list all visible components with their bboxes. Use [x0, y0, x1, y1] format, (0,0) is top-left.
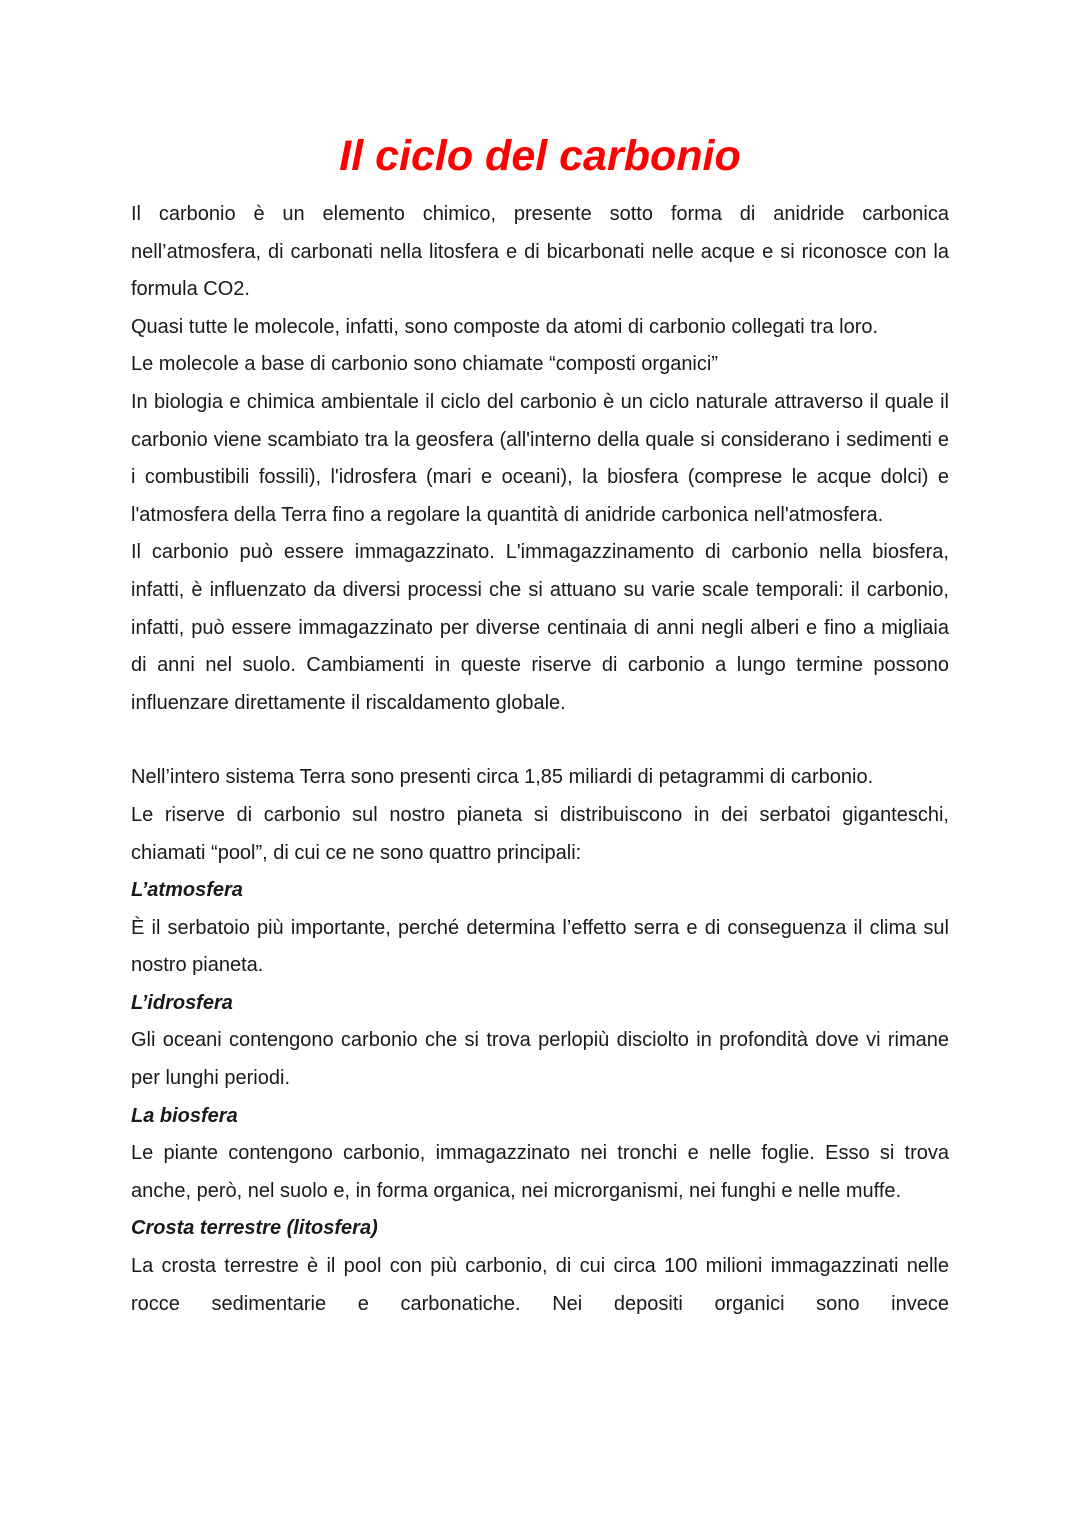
paragraph-carbon-storage: Il carbonio può essere immagazzinato. L'immagazzinamento di carbonio nella biosfera, infatti, è influenzato da diversi processi che si attuano su varie scale temporali: il carbonio, infatti, può essere immagazzinato per diverse centinaia di anni negli alberi e fino a migliaia di anni nel suolo. Cambiamenti in queste riserve di carbonio a lungo termine possono influenzare direttamente il riscaldamento globale. — [131, 541, 949, 714]
section-heading: La biosfera — [131, 1104, 238, 1127]
section-lithosphere — [131, 1210, 949, 1323]
section-biosphere — [131, 1098, 949, 1211]
paragraph-organic-compounds: Le molecole a base di carbonio sono chiamate “composti organici” — [131, 353, 718, 376]
paragraph-spacer — [131, 722, 949, 759]
section-atmosphere — [131, 872, 949, 985]
section-text: È il serbatoio più importante, perché determina l’effetto serra e di conseguenza il clima sul nostro pianeta. — [131, 916, 949, 977]
section-heading: Crosta terrestre (litosfera) — [131, 1217, 378, 1240]
paragraph-carbon-definition: Il carbonio è un elemento chimico, presente sotto forma di anidride carbonica nell’atmosfera, di carbonati nella litosfera e di bicarbonati nelle acque e si riconosce con la formula CO2. — [131, 203, 949, 301]
paragraph-total-carbon: Nell’intero sistema Terra sono presenti circa 1,85 miliardi di petagrammi di carbonio. — [131, 766, 874, 789]
section-heading: L’atmosfera — [131, 879, 243, 902]
document-page — [131, 128, 949, 1323]
section-heading: L’idrosfera — [131, 991, 233, 1014]
paragraph-pools-intro: Le riserve di carbonio sul nostro pianeta si distribuiscono in dei serbatoi giganteschi, chiamati “pool”, di cui ce ne sono quattro principali: — [131, 803, 949, 864]
page-title: Il ciclo del carbonio — [339, 132, 741, 180]
paragraph-molecules: Quasi tutte le molecole, infatti, sono composte da atomi di carbonio collegati tra loro. — [131, 315, 879, 338]
section-text: Le piante contengono carbonio, immagazzinato nei tronchi e nelle foglie. Esso si trova anche, però, nel suolo e, in forma organica, nei microrganismi, nei funghi e nelle muffe. — [131, 1142, 949, 1202]
section-text: Gli oceani contengono carbonio che si trova perlopiù disciolto in profondità dove vi rimane per lunghi periodi. — [131, 1029, 949, 1090]
section-text: La crosta terrestre è il pool con più carbonio, di cui circa 100 milioni immagazzinati nelle rocce sedimentarie e carbonatiche. Nei depositi organici sono invece — [131, 1255, 949, 1315]
section-hydrosphere — [131, 985, 949, 1098]
paragraph-carbon-cycle: In biologia e chimica ambientale il ciclo del carbonio è un ciclo naturale attraverso il quale il carbonio viene scambiato tra la geosfera (all'interno della quale si considerano i sedimenti e i combustibili fossili), l'idrosfera (mari e oceani), la biosfera (comprese le acque dolci) e l'atmosfera della Terra fino a regolare la quantità di anidride carbonica nell'atmosfera. — [131, 390, 949, 526]
